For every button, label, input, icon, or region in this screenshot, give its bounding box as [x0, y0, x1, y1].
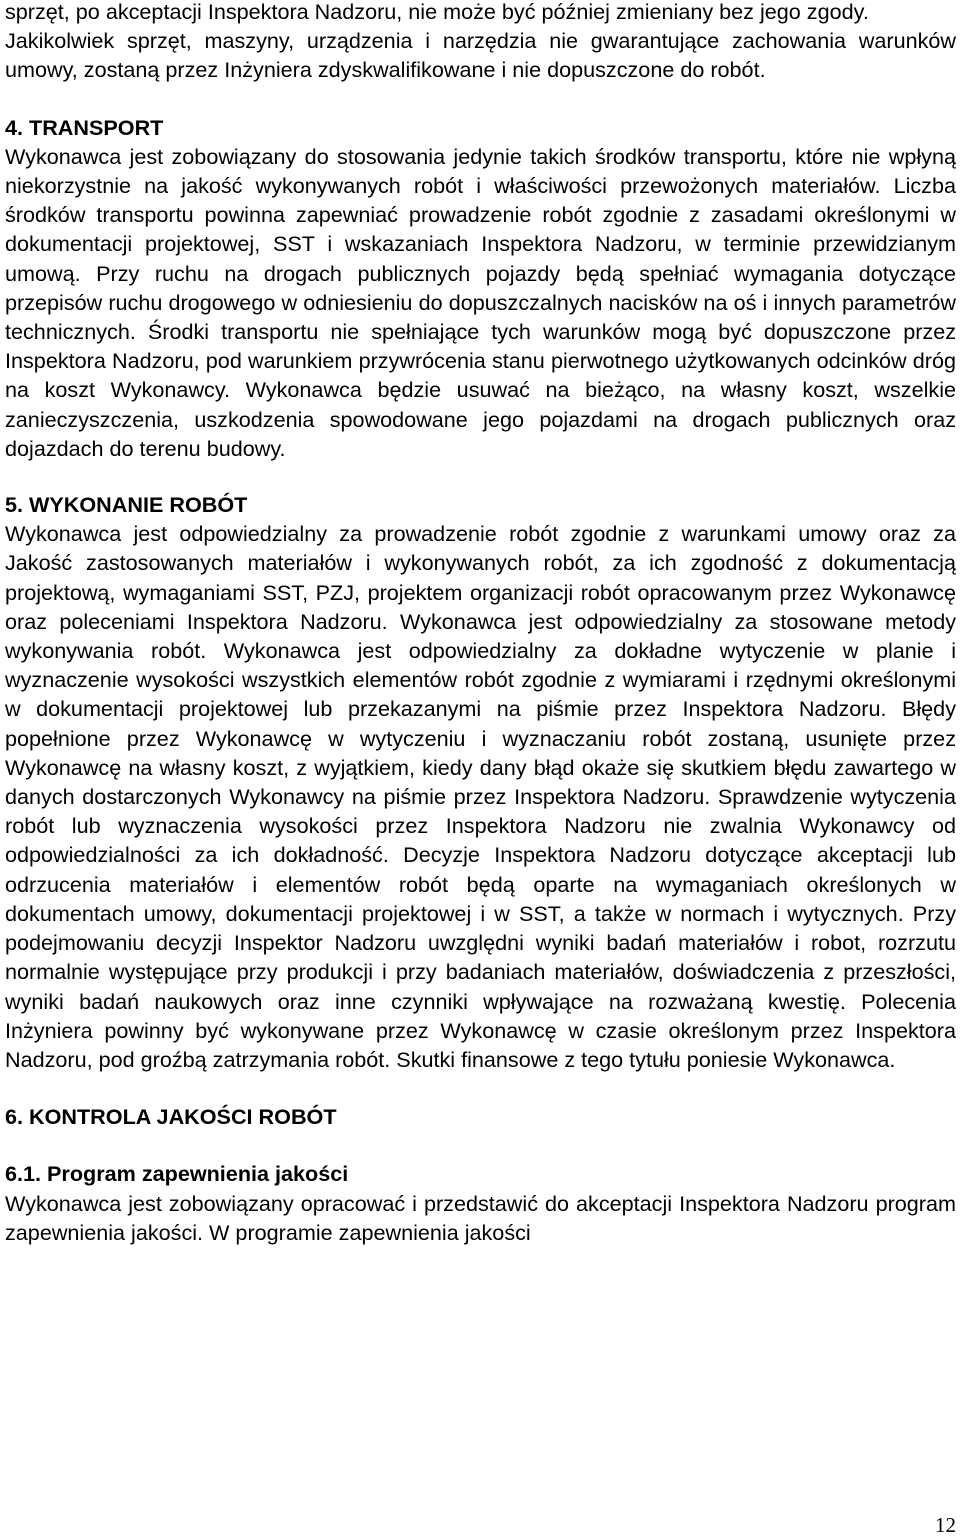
heading-execution: 5. WYKONANIE ROBÓT	[5, 492, 248, 518]
heading-quality-program: 6.1. Program zapewnienia jakości	[5, 1161, 349, 1187]
page-number: 12	[935, 1513, 956, 1537]
paragraph-equipment-disqualification: Jakikolwiek sprzęt, maszyny, urządzenia i narzędzia nie gwarantujące zachowania warunków umowy, zostaną przez Inżyniera zdyskwalifikowane i nie dopuszczone do robót.	[5, 28, 956, 83]
paragraph-transport: Wykonawca jest zobowiązany do stosowania jedynie takich środków transportu, które nie wpłyną niekorzystnie na jakość wykonywanych robót i właściwości przewożonych materiałów. Liczba środków transportu powinna zapewniać prowadzenie robót zgodnie z zasadami określonymi w dokumentacji projektowej, SST i wskazaniach Inspektora Nadzoru, w terminie przewidzianym umową. Przy ruchu na drogach publicznych pojazdy będą spełniać wymagania dotyczące przepisów ruchu drogowego w odniesieniu do dopuszczalnych nacisków na oś i innych parametrów technicznych. Środki transportu nie spełniające tych warunków mogą być dopuszczone przez Inspektora Nadzoru, pod warunkiem przywrócenia stanu pierwotnego użytkowanych odcinków dróg na koszt Wykonawcy. Wykonawca będzie usuwać na bieżąco, na własny koszt, wszelkie zanieczyszczenia, uszkodzenia spowodowane jego pojazdami na drogach publicznych oraz dojazdach do terenu budowy.	[5, 143, 956, 461]
spacer	[5, 1131, 956, 1159]
paragraph-equipment-approval: sprzęt, po akceptacji Inspektora Nadzoru, nie może być później zmieniany bez jego zgody.	[5, 0, 869, 24]
spacer	[5, 463, 956, 490]
heading-transport: 4. TRANSPORT	[5, 114, 164, 140]
paragraph-quality-program: Wykonawca jest zobowiązany opracować i przedstawić do akceptacji Inspektora Nadzoru program zapewnienia jakości. W programie zapewnienia jakości	[5, 1190, 956, 1245]
spacer	[5, 1074, 956, 1102]
paragraph-execution: Wykonawca jest odpowiedzialny za prowadzenie robót zgodnie z warunkami umowy oraz za Jakość zastosowanych materiałów i wykonywanych robót, za ich zgodność z dokumentacją projektową, wymaganiami SST, PZJ, projektem organizacji robót opracowanym przez Wykonawcę oraz poleceniami Inspektora Nadzoru. Wykonawca jest odpowiedzialny za stosowane metody wykonywania robót. Wykonawca jest odpowiedzialny za dokładne wytyczenie w planie i wyznaczenie wysokości wszystkich elementów robót zgodnie z wymiarami i rzędnymi określonymi w dokumentacji projektowej lub przekazanymi na piśmie przez Inspektora Nadzoru. Błędy popełnione przez Wykonawcę w wytyczeniu i wyznaczaniu robót zostaną, usunięte przez Wykonawcę na własny koszt, z wyjątkiem, kiedy dany błąd okaże się skutkiem błędu zawartego w danych dostarczonych Wykonawcy na piśmie przez Inspektora Nadzoru. Sprawdzenie wytyczenia robót lub wyznaczenia wysokości przez Inspektora Nadzoru nie zwalnia Wykonawcy od odpowiedzialności za ich dokładność. Decyzje Inspektora Nadzoru dotyczące akceptacji lub odrzucenia materiałów i elementów robót będą oparte na wymaganiach określonych w dokumentach umowy, dokumentacji projektowej i w SST, a także w normach i wytycznych. Przy podejmowaniu decyzji Inspektor Nadzoru uwzględni wyniki badań materiałów i robot, rozrzutu normalnie występujące przy produkcji i przy badaniach materiałów, doświadczenia z przeszłości, wyniki badań naukowych oraz inne czynniki wpływające na rozważaną kwestię. Polecenia Inżyniera powinny być wykonywane przez Wykonawcę w czasie określonym przez Inspektora Nadzoru, pod groźbą zatrzymania robót. Skutki finansowe z tego tytułu poniesie Wykonawca.	[5, 521, 956, 1072]
document-page	[5, 0, 956, 1247]
spacer	[5, 85, 956, 113]
heading-quality-control: 6. KONTROLA JAKOŚCI ROBÓT	[5, 1104, 337, 1130]
